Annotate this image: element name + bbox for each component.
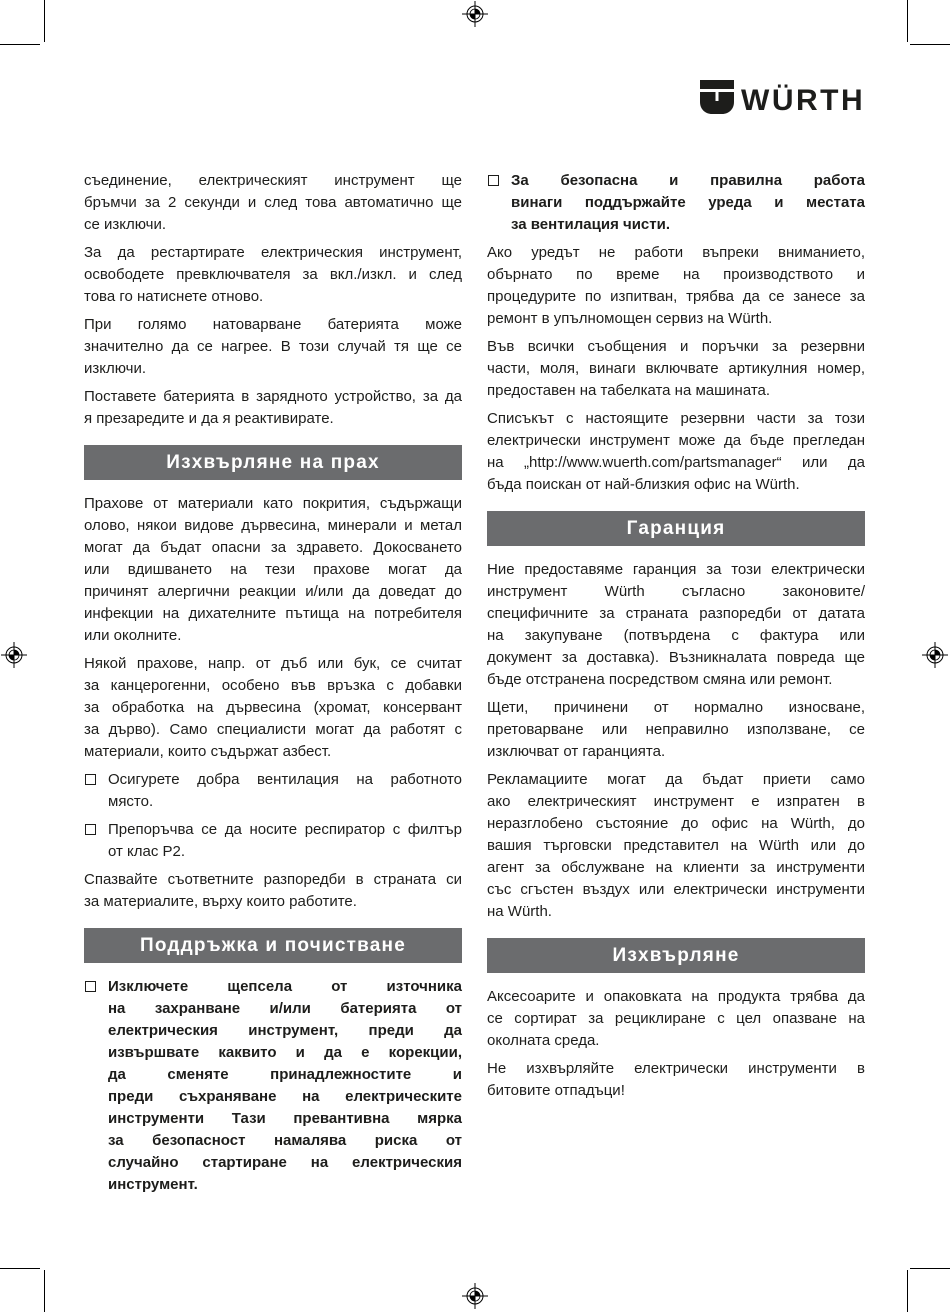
text-line: я презаредите и да я реактивирате. — [84, 410, 334, 427]
checkbox-icon — [85, 981, 96, 992]
text-line: за дърво). Само специалисти могат да работят с — [84, 721, 462, 738]
left-column — [84, 170, 462, 1202]
text-line: инструменти Тази превантивна мярка — [108, 1110, 462, 1127]
text-line: се сортират за рециклиране с цел опазване на — [487, 1010, 865, 1027]
text-line: изключи. — [84, 360, 147, 377]
registration-mark-icon — [1, 642, 27, 668]
paragraph — [84, 869, 462, 913]
paragraph — [84, 242, 462, 308]
text-line: При голямо натоварване батерията може — [84, 316, 462, 333]
paragraph — [487, 408, 865, 496]
text-line: предоставен на табелката на машината. — [487, 382, 771, 399]
text-line: изключват от гаранцията. — [487, 743, 666, 760]
text-line: значително да се нагрее. В този случай тя ще се — [84, 338, 462, 355]
checklist-item-text — [108, 819, 462, 863]
brand-wordmark: WÜRTH — [741, 84, 866, 117]
paragraph — [487, 242, 865, 330]
text-line: Щети, причинени от нормално износване, — [487, 699, 865, 716]
text-line: да сменяте принадлежностите и — [108, 1066, 462, 1083]
text-line: на „http://www.wuerth.com/partsmanager“ или да — [487, 454, 865, 471]
text-line: За да рестартирате електрическия инструмент, — [84, 244, 462, 261]
text-line: претоварване или неправилно използване, се — [487, 721, 865, 738]
text-line: процедурите по изпитван, трябва да се занесе за — [487, 288, 865, 305]
paragraph — [84, 170, 462, 236]
text-line: околната среда. — [487, 1032, 600, 1049]
paragraph — [84, 314, 462, 380]
text-line: Осигурете добра вентилация на работното — [108, 771, 462, 788]
text-line: ремонт в упълномощен сервиз на Würth. — [487, 310, 773, 327]
crop-mark-bottom-left-vertical — [44, 1270, 45, 1312]
text-line: бъда поискан от най-близкия офис на Würth. — [487, 476, 800, 493]
text-line: Ако уредът не работи въпреки вниманието, — [487, 244, 865, 261]
text-line: причинят алергични реакции и/или да доведат до — [84, 583, 462, 600]
text-line: на захранване и/или батерията от — [108, 1000, 462, 1017]
paragraph — [487, 559, 865, 691]
text-line: олово, някои видове дървесина, минерали и метал — [84, 517, 462, 534]
text-line: битовите отпадъци! — [487, 1082, 625, 1099]
text-line: се изключи. — [84, 216, 167, 233]
checklist-item-text — [108, 976, 462, 1196]
section-heading: Изхвърляне на прах — [84, 445, 462, 480]
text-line: Спазвайте съответните разпоредби в страната си — [84, 871, 462, 888]
text-line: случайно стартиране на електрическия — [108, 1154, 462, 1171]
paragraph — [487, 986, 865, 1052]
text-line: електрическия инструмент, преди да — [108, 1022, 462, 1039]
crop-mark-bottom-right-horizontal — [910, 1268, 950, 1269]
section-heading: Изхвърляне — [487, 938, 865, 973]
text-line: инструмент. — [108, 1176, 198, 1193]
text-line: Не изхвърляйте електрически инструменти в — [487, 1060, 865, 1077]
text-line: от клас P2. — [108, 843, 186, 860]
section-heading: Гаранция — [487, 511, 865, 546]
checklist-item-text — [511, 170, 865, 236]
crop-mark-top-left-horizontal — [0, 44, 40, 45]
registration-mark-icon — [462, 1, 488, 27]
text-line: или вдишването на тези прахове могат да — [84, 561, 462, 578]
text-line: вашия търговски представител на Würth или до — [487, 837, 865, 854]
text-line: документ за доставка). Възникналата повреда ще — [487, 649, 865, 666]
paragraph — [84, 653, 462, 763]
paragraph — [84, 493, 462, 647]
checkbox-icon — [85, 774, 96, 785]
paragraph — [487, 769, 865, 923]
text-line: обърнато по време на производството и — [487, 266, 865, 283]
text-line: електрически инструмент може да бъде прегледан — [487, 432, 865, 449]
text-line: Препоръчва се да носите респиратор с филтър — [108, 821, 462, 838]
registration-mark-icon — [462, 1283, 488, 1309]
crop-mark-bottom-left-horizontal — [0, 1268, 40, 1269]
text-line: това го натиснете отново. — [84, 288, 264, 305]
checkbox-icon — [85, 824, 96, 835]
text-line: Списъкът с настоящите резервни части за този — [487, 410, 865, 427]
paragraph — [487, 336, 865, 402]
checklist-item — [84, 769, 462, 813]
text-line: преди съхраняване на електрическите — [108, 1088, 462, 1105]
paragraph — [487, 1058, 865, 1102]
text-line: съединение, електрическият инструмент ще — [84, 172, 462, 189]
text-line: винаги поддържайте уреда и местата — [511, 194, 865, 211]
crop-mark-bottom-right-vertical — [907, 1270, 908, 1312]
text-line: Някой прахове, напр. от дъб или бук, се считат — [84, 655, 462, 672]
text-line: инструмент Würth съгласно законовите/ — [487, 583, 865, 600]
text-line: Ние предоставяме гаранция за този електрически — [487, 561, 865, 578]
text-line: бръмчи за 2 секунди и след това автоматично ще — [84, 194, 462, 211]
text-line: Поставете батерията в зарядното устройство, за да — [84, 388, 462, 405]
text-line: неразглобено състояние до офис на Würth, до — [487, 815, 865, 832]
text-line: за материалите, върху които работите. — [84, 893, 357, 910]
text-line: могат да бъдат опасни за здравето. Докосването — [84, 539, 462, 556]
text-line: инфекции на дихателните пътища на потребителя — [84, 605, 462, 622]
text-line: Във всички съобщения и поръчки за резервни — [487, 338, 865, 355]
text-line: или околните. — [84, 627, 182, 644]
text-line: за обработка на дървесина (хромат, консервант — [84, 699, 462, 716]
text-line: агент за обслужване на клиенти за инструменти — [487, 859, 865, 876]
checkbox-icon — [488, 175, 499, 186]
text-line: ако електрическият инструмент е изпратен в — [487, 793, 865, 810]
section-heading: Поддръжка и почистване — [84, 928, 462, 963]
text-line: бъде отстранена посредством смяна или ремонт. — [487, 671, 833, 688]
text-line: Прахове от материали като покрития, съдържащи — [84, 495, 462, 512]
text-line: За безопасна и правилна работа — [511, 172, 865, 189]
text-line: на Würth. — [487, 903, 552, 920]
text-line: Рекламациите могат да бъдат приети само — [487, 771, 865, 788]
text-line: материали, които съдържат азбест. — [84, 743, 332, 760]
text-line: извършвате каквито и да е корекции, — [108, 1044, 462, 1061]
text-line: за канцерогенни, особено във връзка с добавки — [84, 677, 462, 694]
crop-mark-top-right-horizontal — [910, 44, 950, 45]
text-line: със сгъстен въздух или електрически инструменти — [487, 881, 865, 898]
right-column — [487, 170, 865, 1108]
text-line: освободете превключвателя за вкл./изкл. и след — [84, 266, 462, 283]
paragraph — [84, 386, 462, 430]
paragraph — [487, 697, 865, 763]
wurth-logo-icon — [700, 80, 734, 114]
text-line: Аксесоарите и опаковката на продукта трябва да — [487, 988, 865, 1005]
text-line: за вентилация чисти. — [511, 216, 671, 233]
checklist-item-emphasized — [487, 170, 865, 236]
checklist-item — [84, 819, 462, 863]
registration-mark-icon — [922, 642, 948, 668]
text-line: на закупуване (потвърдена с фактура или — [487, 627, 865, 644]
crop-mark-top-left-vertical — [44, 0, 45, 42]
text-line: за безопасност намалява риска от — [108, 1132, 462, 1149]
text-line: Изключете щепсела от източника — [108, 978, 462, 995]
checklist-item-emphasized — [84, 976, 462, 1196]
text-line: специфичните за страната разпоредби от датата — [487, 605, 865, 622]
text-line: части, моля, винаги включвате артикулния номер, — [487, 360, 865, 377]
crop-mark-top-right-vertical — [907, 0, 908, 42]
text-line: място. — [108, 793, 154, 810]
checklist-item-text — [108, 769, 462, 813]
